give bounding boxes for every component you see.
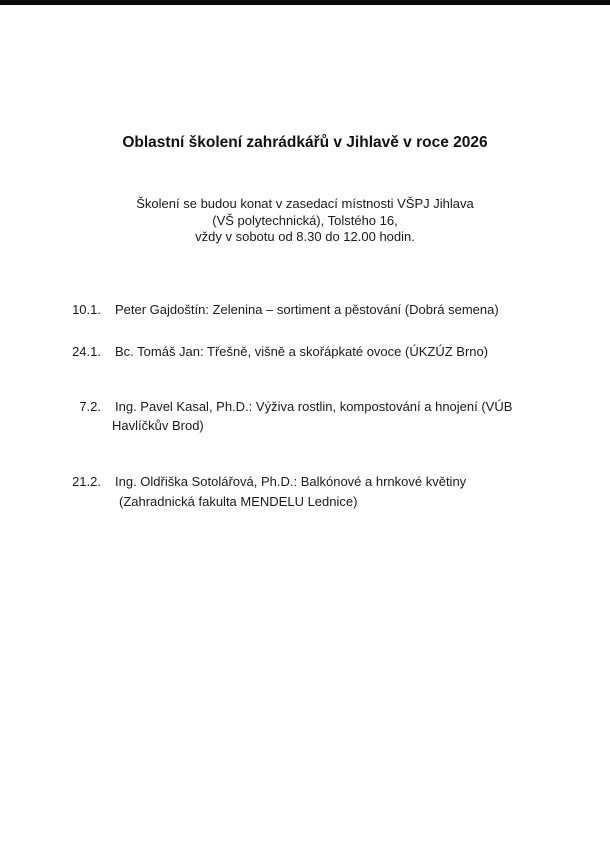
intro-line-address: (VŠ polytechnická), Tolstého 16, <box>212 212 398 228</box>
entry-lecture: Ing. Pavel Kasal, Ph.D.: Výživa rostlin, kompostování a hnojení (VÚB <box>115 399 513 414</box>
entry-lecture: Bc. Tomáš Jan: Třešně, višně a skořápkaté ovoce (ÚKZÚZ Brno) <box>115 344 489 359</box>
entry-date: 10.1. <box>72 302 101 317</box>
intro-line-time: vždy v sobotu od 8.30 do 12.00 hodin. <box>195 229 415 244</box>
entry-date: 24.1. <box>72 344 101 359</box>
entry-lecture: Peter Gajdoštín: Zelenina – sortiment a pěstování (Dobrá semena) <box>115 302 499 317</box>
entry-lecture-continued: (Zahradnická fakulta MENDELU Lednice) <box>119 494 358 509</box>
entry-date: 7.2. <box>79 399 101 414</box>
intro-line-venue: Školení se budou konat v zasedací místnosti VŠPJ Jihlava <box>136 196 474 211</box>
entry-date: 21.2. <box>72 474 101 489</box>
page-title: Oblastní školení zahrádkářů v Jihlavě v roce 2026 <box>122 134 488 151</box>
entry-lecture-continued: Havlíčkův Brod) <box>112 418 204 433</box>
top-edge-bar <box>0 0 610 5</box>
intro-paragraph <box>0 196 610 246</box>
entry-lecture: Ing. Oldřiška Sotolářová, Ph.D.: Balkónové a hrnkové květiny <box>115 474 467 489</box>
